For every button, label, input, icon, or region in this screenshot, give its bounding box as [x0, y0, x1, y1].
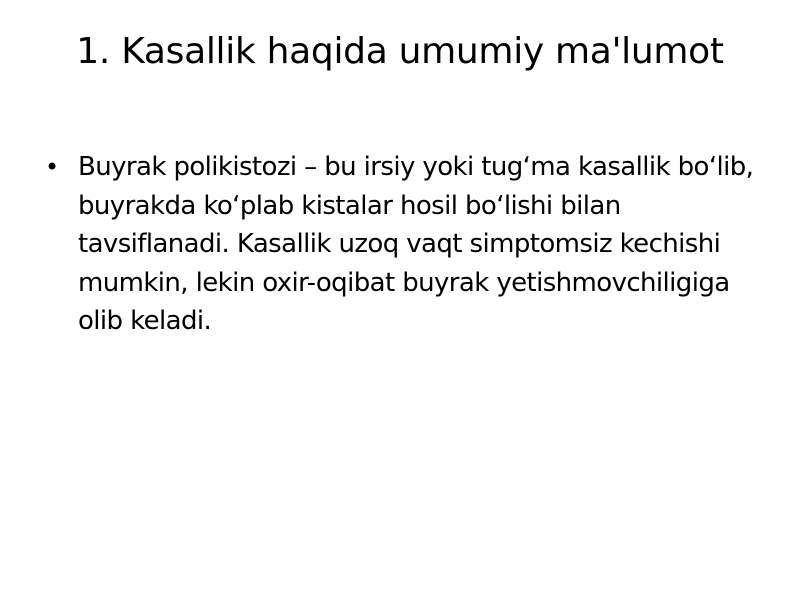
slide-title: 1. Kasallik haqida umumiy ma'lumot: [76, 31, 724, 72]
bullet-icon: •: [45, 153, 59, 181]
bullet-list: [45, 148, 765, 341]
bullet-item: [45, 148, 765, 341]
bullet-text: Buyrak polikistozi – bu irsiy yoki tug‘ma kasallik bo‘lib, buyrakda ko‘plab kistalar hosil bo‘lishi bilan tavsiflanadi. Kasallik uzoq vaqt simptomsiz kechishi mumkin, lekin oxir-oqibat buyrak yetishmovchiligiga olib keladi.: [78, 152, 754, 336]
